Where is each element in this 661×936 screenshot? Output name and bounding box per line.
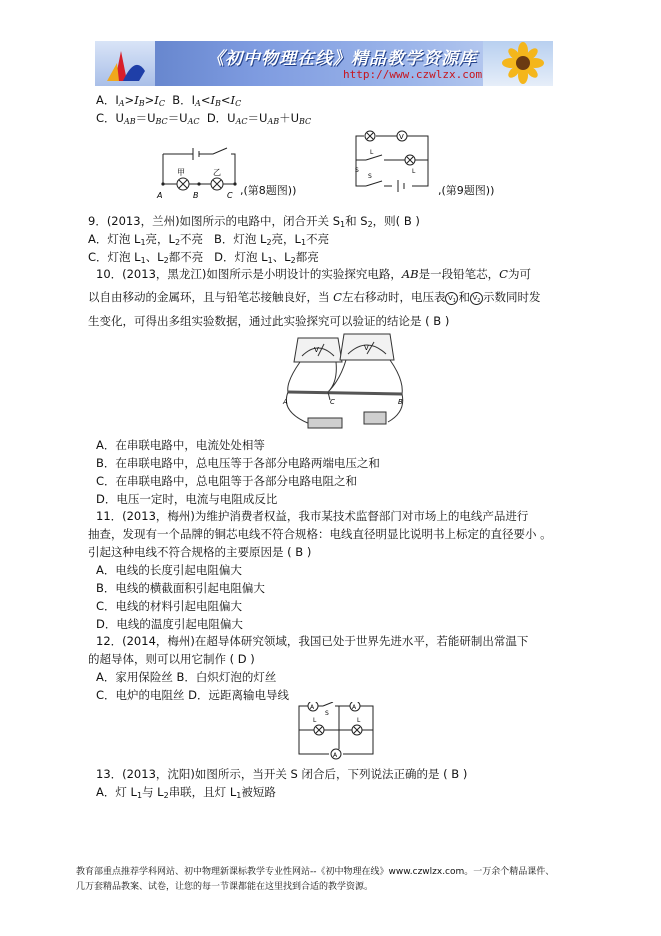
svg-text:V: V xyxy=(364,344,369,352)
q12-line-1: 12．(2014，梅州)在超导体研究领域，我国已处于世界先进水平，若能研制出常温下 xyxy=(96,634,529,648)
voltmeter-2-icon: $V_2$ xyxy=(470,292,483,305)
lamp-jia-label: 甲 xyxy=(177,168,185,177)
point-b-label: B xyxy=(193,191,199,200)
q9-options-ab: A．灯泡 $L_1$亮，$L_2$不亮 B．灯泡 $L_2$亮，$L_1$不亮 xyxy=(88,232,330,247)
svg-text:S: S xyxy=(325,710,329,717)
q11-line-3: 引起这种电线不符合规格的主要原因是 ( B ) xyxy=(88,545,312,559)
svg-text:V: V xyxy=(314,346,319,354)
svg-text:A: A xyxy=(333,752,338,759)
q10-line-2: 以自由移动的金属环，且与铅笔芯接触良好，当 C左右移动时，电压表 $V_1$ 和 $V_2$ 示数同时发 xyxy=(88,290,541,304)
banner-logo xyxy=(95,41,155,86)
q10-option-b: B．在串联电路中，总电压等于各部分电路两端电压之和 xyxy=(96,456,380,470)
q9-options-cd: C．灯泡 $L_1$、$L_2$都不亮 D．灯泡 $L_1$、$L_2$都亮 xyxy=(88,250,319,265)
logo-graphic xyxy=(95,41,155,86)
svg-text:L: L xyxy=(313,717,317,724)
figure-13-circuit xyxy=(295,702,379,764)
banner-title: 《初中物理在线》精品教学资源库 xyxy=(207,49,477,69)
q11-option-a: A．电线的长度引起电阻偏大 xyxy=(96,563,242,577)
svg-text:A: A xyxy=(352,704,357,711)
svg-text:A: A xyxy=(310,704,315,711)
figure-9-caption: ,(第9题图)) xyxy=(438,184,495,197)
point-c-label: C xyxy=(227,191,233,200)
sunflower-icon xyxy=(483,41,553,86)
figure-8-caption: ,(第8题图)) xyxy=(240,184,297,197)
point-a-label: A xyxy=(157,191,163,200)
q10-line-3: 生变化，可得出多组实验数据，通过此实验探究可以验证的结论是 ( B ) xyxy=(88,314,450,328)
svg-text:V: V xyxy=(399,133,404,141)
svg-text:S: S xyxy=(355,167,359,174)
banner-url: http://www.czwlzx.com xyxy=(343,68,483,81)
svg-text:L: L xyxy=(357,717,361,724)
q9-stem: 9．(2013，兰州)如图所示的电路中，闭合开关 $S_1$和 $S_2$，则( B ) xyxy=(88,214,420,229)
svg-text:S: S xyxy=(368,173,372,180)
q11-option-d: D．电线的温度引起电阻偏大 xyxy=(96,617,243,631)
q12-line-2: 的超导体，则可以用它制作 ( D ) xyxy=(88,652,255,666)
q8-options-cd: C．$U_{AB}=U_{BC}=U_{AC}$ D．$U_{AC}=U_{AB}+U_{BC}$ xyxy=(96,111,312,126)
svg-text:A: A xyxy=(283,398,288,406)
q12-options-cd: C．电炉的电阻丝 D．远距离输电导线 xyxy=(96,688,290,702)
header-banner xyxy=(95,41,553,86)
lamp-yi-label: 乙 xyxy=(213,168,221,177)
q11-option-b: B．电线的横截面积引起电阻偏大 xyxy=(96,581,265,595)
figure-10-apparatus xyxy=(280,332,416,438)
q12-options-ab: A．家用保险丝 B．白炽灯泡的灯丝 xyxy=(96,670,277,684)
q10-option-c: C．在串联电路中，总电阻等于各部分电路电阻之和 xyxy=(96,474,358,488)
q8-options-ab: A．$I_A>I_B>I_C$ B．$I_A<I_B<I_C$ xyxy=(96,93,242,108)
figure-9-circuit xyxy=(350,128,440,194)
q10-option-d: D．电压一定时，电流与电阻成反比 xyxy=(96,492,278,506)
q10-line-1: 10．(2013，黑龙江)如图所示是小明设计的实验探究电路，AB是一段铅笔芯，C为可 xyxy=(96,267,531,281)
q13-option-a: A．灯 $L_1$与 $L_2$串联，且灯 $L_1$被短路 xyxy=(96,785,276,800)
footer-line-2: 几万套精品教案、试卷，让您的每一节课都能在这里找到合适的教学资源。 xyxy=(76,882,374,892)
voltmeter-1-icon: $V_1$ xyxy=(445,292,458,305)
q10-option-a: A．在串联电路中，电流处处相等 xyxy=(96,438,265,452)
q11-option-c: C．电线的材料引起电阻偏大 xyxy=(96,599,243,613)
q11-line-2: 抽查，发现有一个品牌的铜芯电线不符合规格：电线直径明显比说明书上标定的直径要小 。 xyxy=(88,527,552,541)
svg-text:C: C xyxy=(330,398,335,406)
q11-line-1: 11．(2013，梅州)为维护消费者权益，我市某技术监督部门对市场上的电线产品进行 xyxy=(96,509,529,523)
q13-stem: 13．(2013，沈阳)如图所示，当开关 S 闭合后，下列说法正确的是 ( B ) xyxy=(96,767,468,781)
footer-line-1: 教育部重点推荐学科网站、初中物理新课标教学专业性网站--《初中物理在线》www.czwlzx.com。一万余个精品课件、 xyxy=(76,867,555,877)
svg-text:L: L xyxy=(412,168,416,175)
svg-text:L: L xyxy=(370,149,374,156)
svg-text:B: B xyxy=(398,398,403,406)
